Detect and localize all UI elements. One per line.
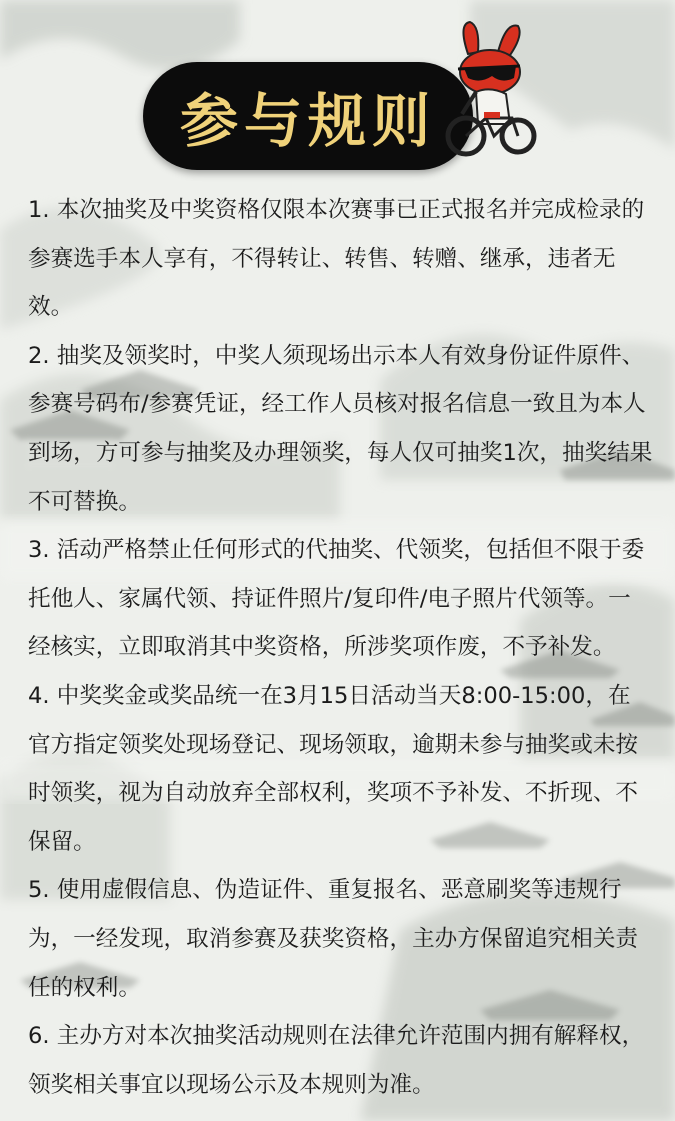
rules-list	[28, 186, 653, 1109]
page-title: 参与规则	[179, 87, 436, 155]
bunny-cyclist-icon	[428, 14, 540, 164]
title-banner	[143, 62, 473, 170]
rule-item-2: 2. 抽奖及领奖时，中奖人须现场出示本人有效身份证件原件、参赛号码布/参赛凭证，经工作人员核对报名信息一致且为本人到场，方可参与抽奖及办理领奖，每人仅可抽奖1次，抽奖结果不可替换。	[28, 342, 653, 515]
rule-item-6: 6. 主办方对本次抽奖活动规则在法律允许范围内拥有解释权，领奖相关事宜以现场公示及本规则为准。	[28, 1023, 645, 1098]
rule-item-1: 1. 本次抽奖及中奖资格仅限本次赛事已正式报名并完成检录的参赛选手本人享有，不得转让、转售、转赠、继承，违者无效。	[28, 197, 645, 321]
rule-item-4: 4. 中奖奖金或奖品统一在3月15日活动当天8:00-15:00，在官方指定领奖处现场登记、现场领取，逾期未参与抽奖或未按时领奖，视为自动放弃全部权利，奖项不予补发、不折现、不保留。	[28, 682, 639, 855]
rule-item-3: 3. 活动严格禁止任何形式的代抽奖、代领奖，包括但不限于委托他人、家属代领、持证件照片/复印件/电子照片代领等。一经核实，立即取消其中奖资格，所涉奖项作废，不予补发。	[28, 537, 645, 661]
rule-item-5: 5. 使用虚假信息、伪造证件、重复报名、恶意刷奖等违规行为，一经发现，取消参赛及获奖资格，主办方保留追究相关责任的权利。	[28, 877, 639, 1001]
